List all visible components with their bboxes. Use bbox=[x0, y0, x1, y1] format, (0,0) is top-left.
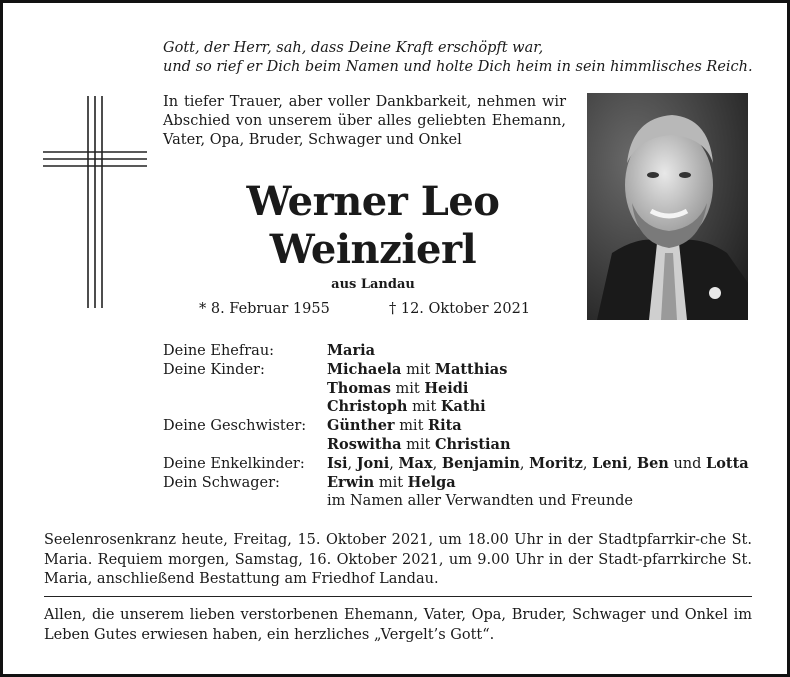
child-name: Thomas bbox=[327, 379, 391, 397]
cross-icon bbox=[43, 96, 147, 308]
closing-line: im Namen aller Verwandten und Freunde bbox=[327, 493, 634, 510]
verse-line-1: Gott, der Herr, sah, dass Deine Kraft erschöpft war, bbox=[163, 40, 544, 56]
sibling-partner: Rita bbox=[428, 417, 462, 435]
and-word: und bbox=[673, 455, 702, 472]
with-word: mit bbox=[406, 436, 431, 453]
grandchildren-names: Isi, Joni, Max, Benjamin, Moritz, Leni, Ben und Lotta bbox=[327, 454, 749, 472]
with-word: mit bbox=[406, 361, 431, 378]
bible-verse bbox=[163, 39, 753, 77]
with-word: mit bbox=[378, 474, 404, 491]
grandchild-name: Leni bbox=[592, 454, 628, 472]
sibling-partner: Christian bbox=[434, 435, 511, 453]
divider bbox=[44, 596, 752, 597]
child-name: Michaela bbox=[327, 360, 402, 378]
children-label: Deine Kinder: bbox=[163, 361, 265, 378]
service-info: Seelenrosenkranz heute, Freitag, 15. Oktober 2021, um 18.00 Uhr in der Stadtpfarrkir-che St. Maria. Requiem morgen, Samstag, 16. Oktober 2021, um 9.00 Uhr in der Stadt-pfarrkirche St. Maria, anschließend Bestattung am Friedhof Landau. bbox=[44, 532, 752, 587]
child-name: Christoph bbox=[327, 398, 408, 416]
grandchild-name: Ben bbox=[636, 454, 669, 472]
grandchildren-label: Deine Enkelkinder: bbox=[163, 455, 305, 472]
grandchild-name: Moritz bbox=[529, 454, 583, 472]
brother-in-law-name: Erwin bbox=[327, 473, 375, 491]
child-partner: Kathi bbox=[440, 398, 486, 416]
with-word: mit bbox=[412, 399, 437, 416]
sibling-name: Günther bbox=[327, 417, 395, 435]
siblings-label: Deine Geschwister: bbox=[163, 418, 307, 435]
with-word: mit bbox=[399, 418, 424, 435]
deceased-origin: aus Landau bbox=[331, 277, 415, 292]
grandchild-name: Max bbox=[398, 454, 433, 472]
verse-line-2: und so rief er Dich beim Namen und holte Dich heim in sein himmlisches Reich. bbox=[163, 59, 753, 75]
child-partner: Heidi bbox=[424, 379, 469, 397]
brother-in-law-partner: Helga bbox=[407, 473, 456, 491]
brother-in-law-label: Dein Schwager: bbox=[163, 474, 280, 491]
deceased-first-names: Werner Leo bbox=[246, 178, 500, 225]
intro-text: In tiefer Trauer, aber voller Dankbarkeit, nehmen wir Abschied von unserem über alles geliebten Ehemann, Vater, Opa, Bruder, Schwager und Onkel bbox=[163, 94, 566, 148]
spouse-name: Maria bbox=[327, 342, 375, 359]
child-partner: Matthias bbox=[434, 360, 508, 378]
portrait-photo bbox=[587, 93, 748, 320]
grandchild-name: Joni bbox=[356, 454, 390, 472]
spouse-label: Deine Ehefrau: bbox=[163, 343, 275, 359]
grandchild-name: Lotta bbox=[706, 454, 749, 472]
deceased-surname: Weinzierl bbox=[269, 226, 477, 273]
grandchild-name: Isi bbox=[327, 454, 348, 472]
death-date: † 12. Oktober 2021 bbox=[389, 301, 531, 317]
sibling-name: Roswitha bbox=[327, 435, 402, 453]
birth-date: * 8. Februar 1955 bbox=[199, 301, 330, 317]
grandchild-name: Benjamin bbox=[441, 454, 520, 472]
with-word: mit bbox=[395, 380, 420, 397]
thanks-text: Allen, die unserem lieben verstorbenen Ehemann, Vater, Opa, Bruder, Schwager und Onkel im Leben Gutes erwiesen haben, ein herzliches „Vergelt’s Gott“. bbox=[44, 607, 752, 643]
